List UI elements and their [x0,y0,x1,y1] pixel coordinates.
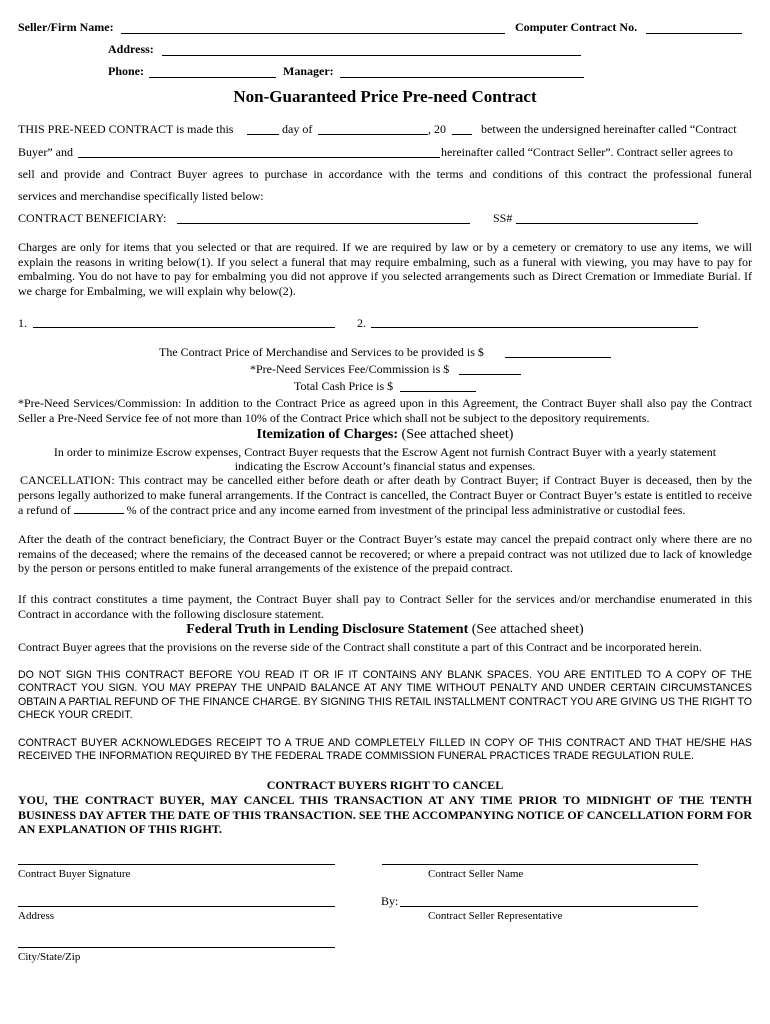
contract-no-label: Computer Contract No. [515,20,638,34]
intro-year-prefix: , 20 [428,122,446,136]
contract-seller-field[interactable] [78,157,440,158]
by-label: By: [381,894,399,908]
commission-paragraph: *Pre-Need Services/Commission: In addition to the Contract Price as agreed upon in this Agreement, the Contract Buyer shall also pay the Contract Seller a Pre-Need Service fee of not more than 10% of the Contract Price which shall not be subject to the depository requirements. [18,396,752,425]
cancellation-text-b: % of the contract price and any income earned from investment of the principal less administrative or custodial fees. [126,503,686,518]
intro-day-of: day of [282,122,313,136]
beneficiary-label: CONTRACT BENEFICIARY: [18,211,167,225]
truth-in-lending-heading [0,622,770,638]
contract-price-label: The Contract Price of Merchandise and Services to be provided is $ [159,345,484,359]
truth-in-lending-note: (See attached sheet) [471,622,584,637]
escrow-line-1: In order to minimize Escrow expenses, Contract Buyer requests that the Escrow Agent not furnish Contract Buyer with a yearly statement [53,445,717,459]
total-price-label: Total Cash Price is $ [294,379,394,393]
seller-firm-label: Seller/Firm Name: [18,20,114,34]
intro-buyer-and: Buyer” and [18,145,73,159]
refund-percent-field[interactable] [74,502,124,514]
month-field[interactable] [318,134,428,135]
year-field[interactable] [452,134,472,135]
fee-field[interactable] [459,374,521,375]
right-to-cancel-text: YOU, THE CONTRACT BUYER, MAY CANCEL THIS TRANSACTION AT ANY TIME PRIOR TO MIDNIGHT OF THE TENTH BUSINESS DAY AFTER THE DATE OF THIS TRANSACTION. SEE THE ACCOMPANYING NOTICE OF CANCELLATION FORM FOR AN EXPLANATION OF THIS RIGHT. [18,793,752,836]
address-line[interactable] [18,906,335,907]
contract-price-field[interactable] [505,357,611,358]
phone-label: Phone: [108,64,144,78]
manager-field[interactable] [340,77,584,78]
seller-name-label: Contract Seller Name [428,868,524,880]
itemization-heading [0,427,770,443]
buyer-signature-label: Contract Buyer Signature [18,868,131,880]
reason-1-field[interactable] [33,327,335,328]
city-state-zip-label: City/State/Zip [18,951,81,963]
contract-no-field[interactable] [646,33,742,34]
cancellation-text-a: CANCELLATION: This contract may be cancelled either before death or after death by Contract Buyer; if Contract Buyer is deceased, then by the persons legally authorized to make funeral arrangements. If the Contract is cancelled, the Contract Buyer or Contract Buyer’s estate is entitled to receive a refund of [18,473,752,518]
truth-in-lending-title: Federal Truth in Lending Disclosure Statement [186,622,469,637]
document-title: Non-Guaranteed Price Pre-need Contract [233,87,537,106]
after-death-paragraph: After the death of the contract beneficiary, the Contract Buyer or the Contract Buyer’s estate may cancel the prepaid contract only where there are no remains of the deceased; where the remains of the deceased cannot be recovered; or where a prepaid contract was not utilized due to lack of knowledge by the person or persons entitled to make funeral arrangements of the existence of the prepaid contract. [18,532,752,576]
cancellation-paragraph [18,473,752,518]
reason-2-label: 2. [357,316,366,330]
seller-firm-field[interactable] [121,33,505,34]
reverse-side-agreement: Contract Buyer agrees that the provisions on the reverse side of the Contract shall constitute a part of this Contract and be incorporated herein. [18,640,702,654]
manager-label: Manager: [283,64,334,78]
beneficiary-field[interactable] [177,223,470,224]
ss-label: SS# [493,211,513,225]
buyer-signature-line[interactable] [18,864,335,865]
do-not-sign-warning: DO NOT SIGN THIS CONTRACT BEFORE YOU READ IT OR IF IT CONTAINS ANY BLANK SPACES. YOU ARE ENTITLED TO A COPY OF THE CONTRACT YOU SIGN. YOU MAY PREPAY THE UNPAID BALANCE AT ANY TIME WITHOUT PENALTY AND UNDER CERTAIN CIRCUMSTANCES OBTAIN A PARTIAL REFUND OF THE FINANCE CHARGE. BY SIGNING THIS RETAIL INSTALLMENT CONTRACT YOU ARE GIVING US THE RIGHT TO CHECK YOUR CREDIT. [18,669,752,721]
charges-paragraph: Charges are only for items that you selected or that are required. If we are required by law or by a cemetery or crematory to use any items, we will explain the reasons in writing below(1). If you select a funeral that may require embalming, such as a funeral with viewing, you may have to pay for embalming. You do not have to pay for embalming you did not approve if you selected arrangements such as Direct Cremation or Immediate Burial. If we charge for Embalming, we will explain why below(2). [18,240,752,298]
escrow-line-2: indicating the Escrow Account’s financial status and expenses. [234,459,536,473]
intro-made-this: THIS PRE-NEED CONTRACT is made this [18,122,234,136]
intro-between: between the undersigned hereinafter called “Contract [481,122,737,136]
fee-label: *Pre-Need Services Fee/Commission is $ [250,362,450,376]
seller-representative-label: Contract Seller Representative [428,910,563,922]
intro-line-4: services and merchandise specifically listed below: [18,189,264,203]
itemization-title: Itemization of Charges: [256,427,399,442]
total-price-field[interactable] [400,391,476,392]
intro-line-3: sell and provide and Contract Buyer agrees to purchase in accordance with the terms and conditions of this contract the professional funeral [18,167,752,181]
reason-1-label: 1. [18,316,27,330]
reason-2-field[interactable] [371,327,698,328]
day-field[interactable] [247,134,279,135]
ss-field[interactable] [516,223,698,224]
address-signature-label: Address [18,910,55,922]
phone-field[interactable] [149,77,276,78]
acknowledgement-text: CONTRACT BUYER ACKNOWLEDGES RECEIPT TO A TRUE AND COMPLETELY FILLED IN COPY OF THIS CONTRACT AND THAT HE/SHE HAS RECEIVED THE INFORMATION REQUIRED BY THE FEDERAL TRADE COMMISSION FUNERAL PRACTICES TRADE REGULATION RULE. [18,737,752,763]
time-payment-paragraph: If this contract constitutes a time payment, the Contract Buyer shall pay to Contract Seller for the services and/or merchandise enumerated in this Contract in accordance with the following disclosure statement. [18,592,752,621]
right-to-cancel-heading: CONTRACT BUYERS RIGHT TO CANCEL [266,778,504,792]
seller-representative-line[interactable] [400,906,698,907]
address-field[interactable] [162,55,581,56]
address-label: Address: [108,42,154,56]
intro-seller-agrees: hereinafter called “Contract Seller”. Contract seller agrees to [441,145,733,159]
seller-name-line[interactable] [382,864,698,865]
city-state-zip-line[interactable] [18,947,335,948]
itemization-note: (See attached sheet) [401,427,514,442]
